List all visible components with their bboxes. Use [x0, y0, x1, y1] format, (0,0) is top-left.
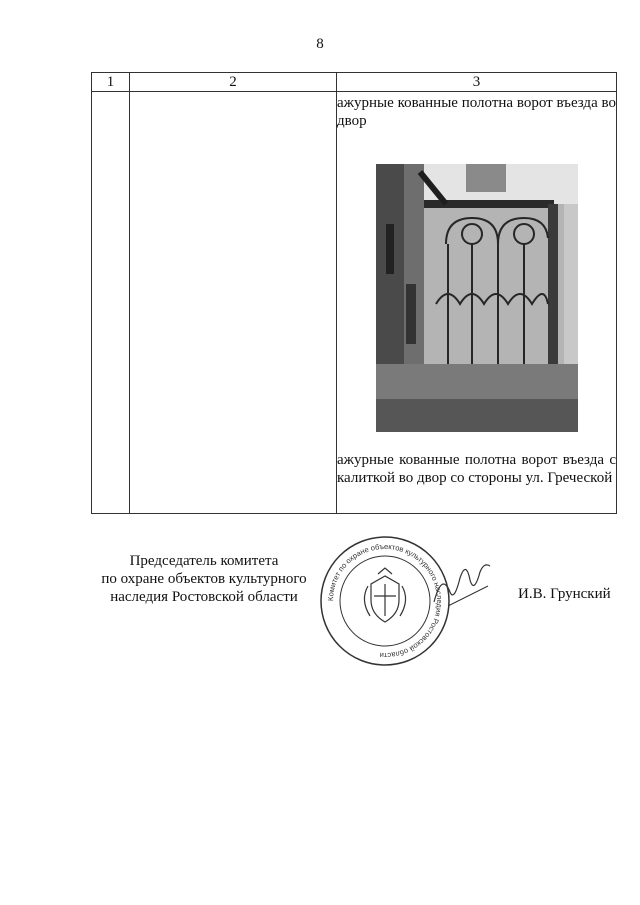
cell-col2 [130, 92, 337, 514]
column-header-2: 2 [130, 73, 337, 92]
table-header-row [92, 73, 617, 92]
signer-position [98, 552, 310, 606]
item-description-gates-wicket: ажурные кованные полотна ворот въезда с калиткой во двор со стороны ул. Греческой [337, 452, 616, 486]
coat-of-arms-icon [364, 568, 405, 622]
table-row [92, 92, 617, 514]
signer-position-line: наследия Ростовской области [110, 589, 298, 605]
cell-col1 [92, 92, 130, 514]
gate-photo [376, 164, 578, 432]
column-header-3: 3 [337, 73, 617, 92]
column-header-1: 1 [92, 73, 130, 92]
item-description-gates: ажурные кованные полотна ворот въезда во двор [337, 95, 616, 129]
page-number: 8 [316, 36, 324, 52]
signer-position-line: по охране объектов культурного [101, 571, 307, 587]
monument-elements-table [91, 72, 617, 514]
handwritten-signature [430, 562, 494, 610]
signer-position-line: Председатель комитета [129, 553, 279, 569]
cell-col3 [337, 92, 617, 514]
signer-name: И.В. Грунский [518, 586, 611, 602]
svg-text:Комитет по охране объектов кул: Комитет по охране объектов культурного наследия Ростовской области [325, 541, 445, 661]
